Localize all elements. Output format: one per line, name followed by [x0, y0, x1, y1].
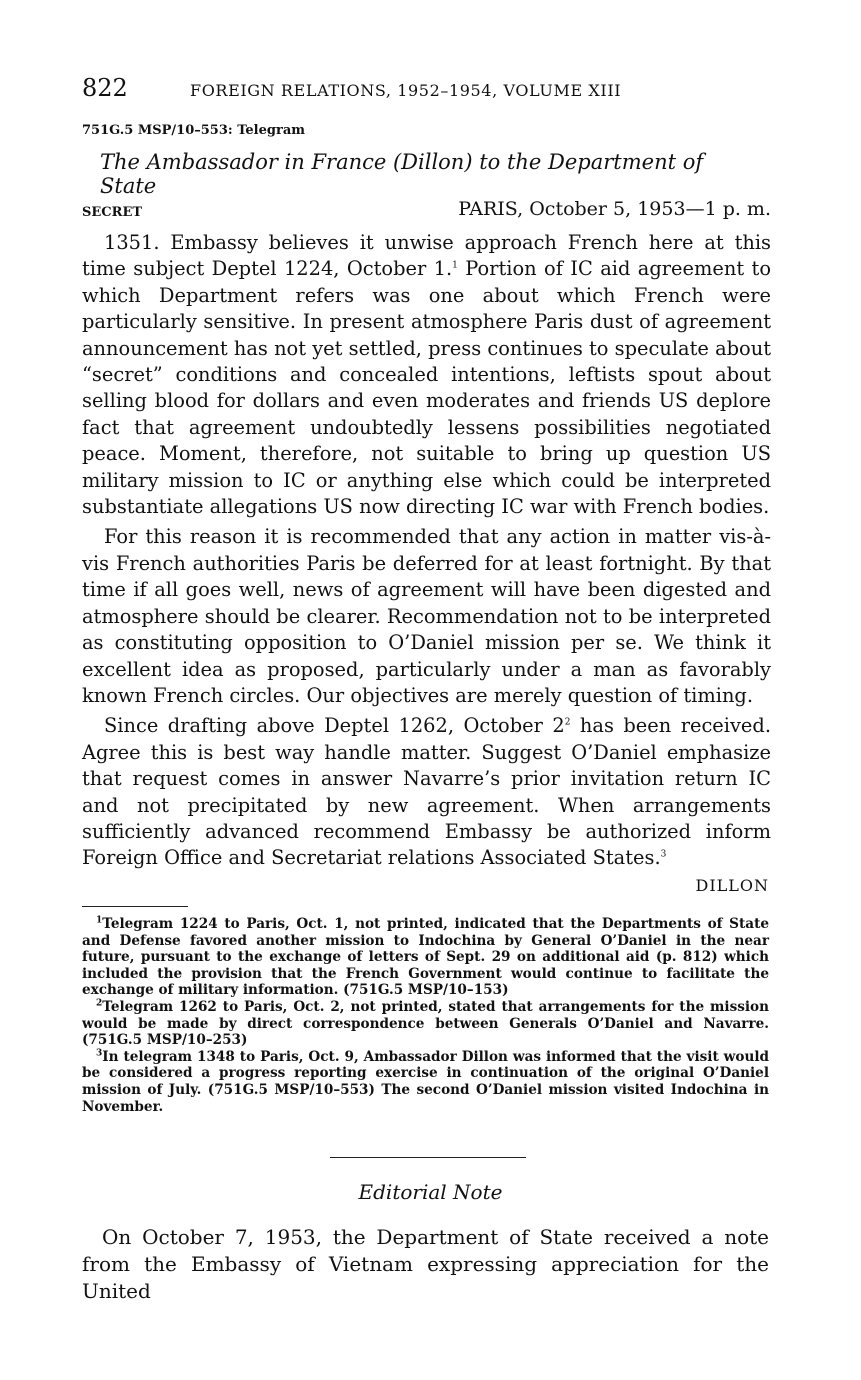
footnote-1: $^1$Telegram 1224 to Paris, Oct. 1, not printed, indicated that the Departments of State and Defense favored another mission to Indochina by General O’Daniel in the near future, pursuant to the exchange of letters of Sept. 29 on additional aid (p. 812) which included the provision that the French Government would continue to facilitate the exchange of military information. (751G.5 MSP/10–153)	[82, 915, 769, 999]
page-header	[82, 74, 771, 104]
footnote-ref-1: 1	[452, 260, 458, 271]
classification-label: SECRET	[82, 205, 143, 220]
document-file-id: 751G.5 MSP/10–553: Telegram	[82, 123, 306, 138]
footnote-3: $^3$In telegram 1348 to Paris, Oct. 9, Ambassador Dillon was informed that the visit would be considered a progress reporting exercise in continuation of the original O’Daniel mission of July. (751G.5 MSP/10–553) The second O’Daniel mission visited Indochina in November.	[82, 1048, 769, 1115]
editorial-note-body	[82, 1224, 769, 1305]
footnotes	[82, 916, 769, 1115]
footnote-ref-2: 2	[564, 717, 571, 728]
footnote-divider	[82, 906, 188, 907]
document-title: The Ambassador in France (Dillon) to the Department of State	[100, 150, 704, 198]
running-head: FOREIGN RELATIONS, 1952–1954, VOLUME XIII	[190, 81, 622, 100]
body-paragraph-3: Since drafting above Deptel 1262, October $2^2$ has been received. Agree this is best way handle matter. Suggest O’Daniel emphasize that request comes in answer Navarre’s prior invitation return IC and not precipitated by new agreement. When arrangements sufficiently advanced recommend Embassy be authorized inform Foreign Office and Secretariat relations Associated States.$^3$	[82, 714, 771, 870]
page-number: 822	[82, 74, 128, 102]
telegram-body	[82, 230, 771, 876]
dateline: PARIS, October 5, 1953—1 p. m.	[458, 198, 771, 220]
body-paragraph-1: 1351. Embassy believes it unwise approach French here at this time subject Deptel 1224, October 1.$^1$ Portion of IC aid agreement to which Department refers was one about which French were particularly sensitive. In present atmosphere Paris dust of agreement announcement has not yet settled, press continues to speculate about “secret” conditions and concealed intentions, leftists spout about selling blood for dollars and even moderates and friends US deplore fact that agreement undoubtedly lessens possibilities negotiated peace. Moment, therefore, not suitable to bring up question US military mission to IC or anything else which could be interpreted substantiate allegations US now directing IC war with French bodies.	[82, 231, 771, 519]
signature: DILLON	[695, 876, 769, 895]
section-divider	[330, 1157, 526, 1158]
editorial-note-title: Editorial Note	[358, 1180, 503, 1204]
body-paragraph-2: For this reason it is recommended that any action in matter vis-à-vis French authorities Paris be deferred for at least fortnight. By that time if all goes well, news of agreement will have been digested and atmosphere should be clearer. Recommendation not to be interpreted as constituting opposition to O’Daniel mission per se. We think it excellent idea as proposed, particularly under a man as favorably known French circles. Our objectives are merely question of timing.	[82, 525, 771, 707]
editorial-note-paragraph: On October 7, 1953, the Department of State received a note from the Embassy of Vietnam expressing appreciation for the United	[82, 1225, 769, 1303]
footnote-ref-3: 3	[660, 849, 667, 860]
footnote-2: $^2$Telegram 1262 to Paris, Oct. 2, not printed, stated that arrangements for the mission would be made by direct correspondence between Generals O’Daniel and Navarre. (751G.5 MSP/10–253)	[82, 998, 769, 1049]
